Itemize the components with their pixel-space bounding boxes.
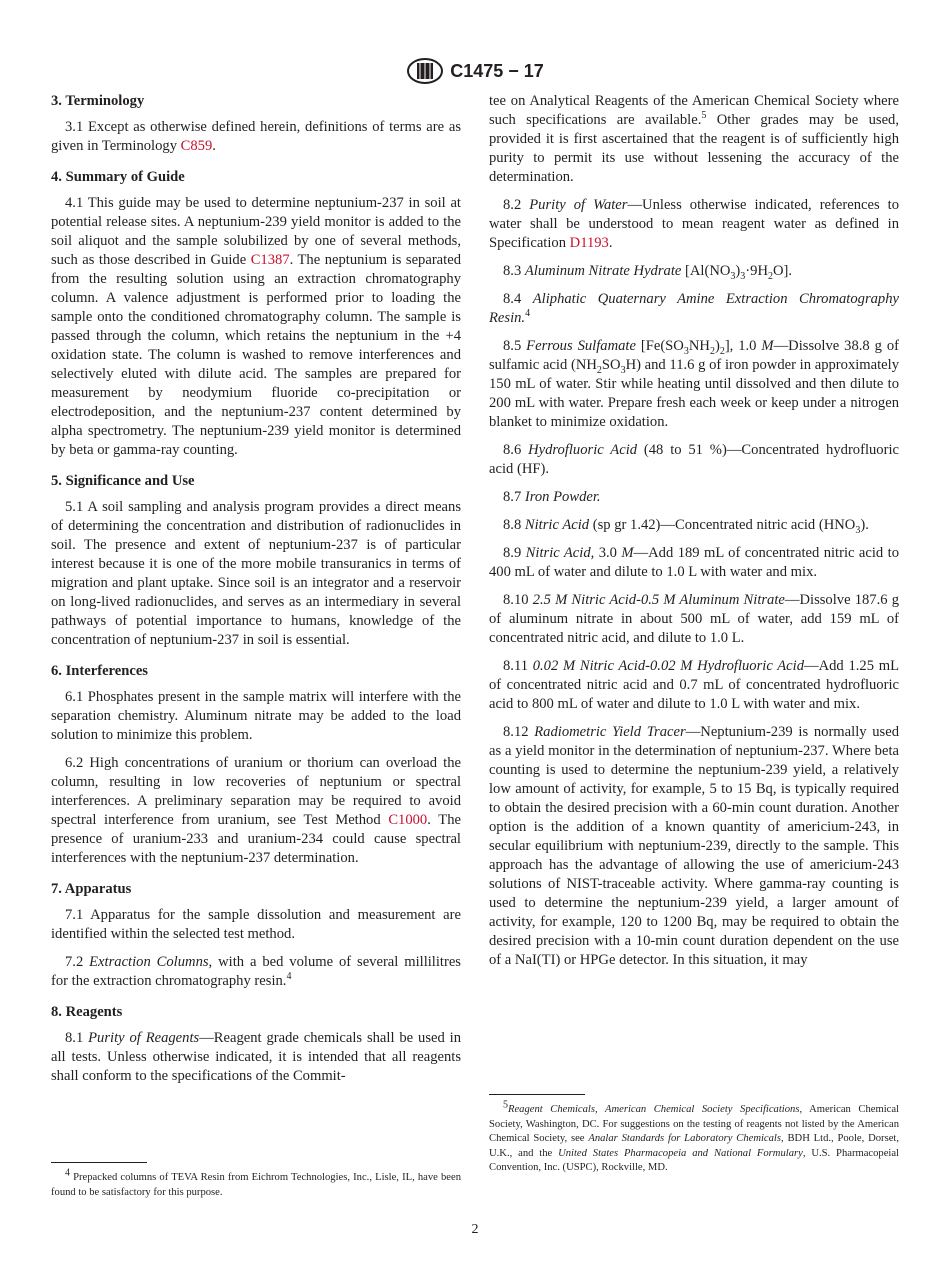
paragraph-8-9: 8.9 Nitric Acid, 3.0 M—Add 189 mL of concentrated nitric acid to 400 mL of water and dilute to 1.0 L with water and mix. [489,545,899,580]
ref-link[interactable]: C859 [180,138,213,154]
paragraph-7-1: 7.1 Apparatus for the sample dissolution and measurement are identified within the selected test method. [51,907,461,942]
page-header [0,58,950,84]
paragraph-8-5: 8.5 Ferrous Sulfamate $[Fe(SO_3NH_2)_2]$, 1.0 M—Dissolve 38.8 g of sulfamic acid $(NH_2SO_3H)$ and 11.6 g of iron powder in approximately 150 mL of water. Stir while heating until dissolved and then dilute to 200 mL with water. Prepare fresh each week or keep under a nitrogen blanket to minimize oxidation. [489,338,900,430]
paragraph-8-10: 8.10 2.5 M Nitric Acid-0.5 M Aluminum Nitrate—Dissolve 187.6 g of aluminum nitrate in about 500 mL of water, add 159 mL of concentrated nitric acid, and dilute to 1.0 L. [489,592,899,646]
paragraph-8-6: 8.6 Hydrofluoric Acid (48 to 51 %)—Concentrated hydrofluoric acid (HF). [489,442,899,477]
section-4 [51,168,461,460]
paragraph-8-2: 8.2 Purity of Water—Unless otherwise indicated, references to water shall be understood to mean reagent water as defined in Specification D1193. [489,197,899,251]
section-heading: 3. Terminology [51,93,145,109]
paragraph-6-2: 6.2 High concentrations of uranium or thorium can overload the column, resulting in low recoveries of neptunium or spectral interferences. A preliminary separation may be required to avoid spectral interference from uranium, see Test Method C1000. The presence of uranium-233 and uranium-234 could cause spectral interferences with the neptunium-237 determination. [51,755,461,866]
paragraph-6-1: 6.1 Phosphates present in the sample matrix will interfere with the separation chemistry. Aluminum nitrate may be added to the load solution to minimize this problem. [51,689,461,743]
left-column [51,92,461,1098]
section-heading: 6. Interferences [51,663,148,679]
page-number: 2 [471,1222,479,1237]
paragraph-3-1: 3.1 Except as otherwise defined herein, definitions of terms are as given in Terminology C859. [51,119,461,154]
section-5 [51,472,461,650]
paragraph-8-11: 8.11 0.02 M Nitric Acid-0.02 M Hydrofluoric Acid—Add 1.25 mL of concentrated nitric acid and 0.7 mL of concentrated hydrofluoric acid to 800 mL of water and dilute to 1.0 L with water and mix. [489,658,899,712]
paragraph-5-1: 5.1 A soil sampling and analysis program provides a direct means of determining the concentration and distribution of radionuclides in soil. The presence and extent of neptunium-237 is of particular interest because it is one of the more mobile transuranics in terms of migration and plant uptake. Since soil is an integrator and a reservoir on long-lived radionuclides, and serves as an intermediary in several pathways of potential importance to humans, knowledge of the concentration of neptunium-237 in soil is essential. [51,499,461,648]
footnote-rule [489,1094,585,1095]
right-column [489,92,899,979]
ref-link[interactable]: C1000 [388,812,428,828]
paragraph-8-12: 8.12 Radiometric Yield Tracer—Neptunium-239 is normally used as a yield monitor in the determination of neptunium-237. Where beta counting is used to determine the neptunium-239 yield, a relatively low amount of activity, for example, 5 to 15 Bq, is typically required to obtain the desired precision with a 60-min count duration. Another option is the addition of a known quantity of americium-243, in secular equilibrium with neptunium-239, directly to the sample. This approach has the advantage of allowing the use of americium-243 solutions of NIST-traceable activity. Where gamma-ray counting is used to determine the neptunium-239 yield, a larger amount of activity, for example, 120 to 1200 Bq, may be required to obtain the desired precision with a 10-min count duration dependent on the use of a NaI(TI) or HPGe detector. In this situation, it may [489,724,900,968]
paragraph-8-3: 8.3 Aluminum Nitrate Hydrate $[Al(NO_3)_3\cdot 9H_2O]$. [503,263,793,282]
paragraph-8-4: 8.4 Aliphatic Quaternary Amine Extraction Chromatography Resin.$^4$ [489,291,899,326]
paragraph-4-1: 4.1 This guide may be used to determine neptunium-237 in soil at potential release sites. A neptunium-239 yield monitor is added to the soil aliquot and the sample solubilized by one of several methods, such as those described in Guide C1387. The neptunium is separated from the resulting solution using an extraction chromatography column. A valence adjustment is performed prior to loading the sample onto the conditioned chromatography column. The sample is passed through the column, which retains the neptunium in the +4 oxidation state. The column is washed to remove interferences and selectively eluted with dilute acid. The samples are prepared for measurement by neodymium fluoride co-precipitation or electrodeposition, and the neptunium-237 content determined by alpha spectrometry. The neptunium-239 yield monitor is determined by beta or gamma-ray counting. [51,195,461,458]
paragraph-8-7: 8.7 Iron Powder. [503,489,601,505]
section-heading: 4. Summary of Guide [51,169,185,185]
footnote-rule [51,1162,147,1163]
section-heading: 8. Reagents [51,1004,123,1020]
ref-link[interactable]: D1193 [569,235,609,251]
section-6 [51,662,461,868]
section-heading: 5. Significance and Use [51,473,195,489]
paragraph-8-1-continued: tee on Analytical Reagents of the American Chemical Society where such specifications are available.$^5$ Other grades may be used, provided it is first ascertained that the reagent is of sufficiently high purity to permit its use without lessening the accuracy of the determination. [489,93,899,185]
ref-link[interactable]: C1387 [250,252,290,268]
footnote-4: $^4$ Prepacked columns of TEVA Resin from Eichrom Technologies, Inc., Lisle, IL, have been found to be satisfactory for this purpose. [51,1162,461,1200]
section-8 [51,1003,461,1086]
paragraph-8-1: 8.1 Purity of Reagents—Reagent grade chemicals shall be used in all tests. Unless otherwise indicated, it is intended that all reagents shall conform to the specifications of the Commit- [51,1030,462,1084]
section-heading: 7. Apparatus [51,881,132,897]
footnote-5: $^5$Reagent Chemicals, American Chemical Society Specifications, American Chemical Society, Washington, DC. For suggestions on the testing of reagents not listed by the American Chemical Society, see Analar Standards for Laboratory Chemicals, BDH Ltd., Poole, Dorset, U.K., and the United States Pharmacopeia and National Formulary, U.S. Pharmacopeial Convention, Inc. (USPC), Rockville, MD. [489,1094,899,1176]
paragraph-8-8: 8.8 Nitric Acid (sp gr 1.42)—Concentrated nitric acid $(HNO_3)$. [503,517,869,536]
paragraph-7-2: 7.2 Extraction Columns, with a bed volume of several millilitres for the extraction chromatography resin.$^4$ [51,954,461,989]
designation: C1475 − 17 [450,60,544,81]
astm-logo-icon [406,58,444,84]
section-3 [51,92,461,156]
section-7 [51,880,461,991]
